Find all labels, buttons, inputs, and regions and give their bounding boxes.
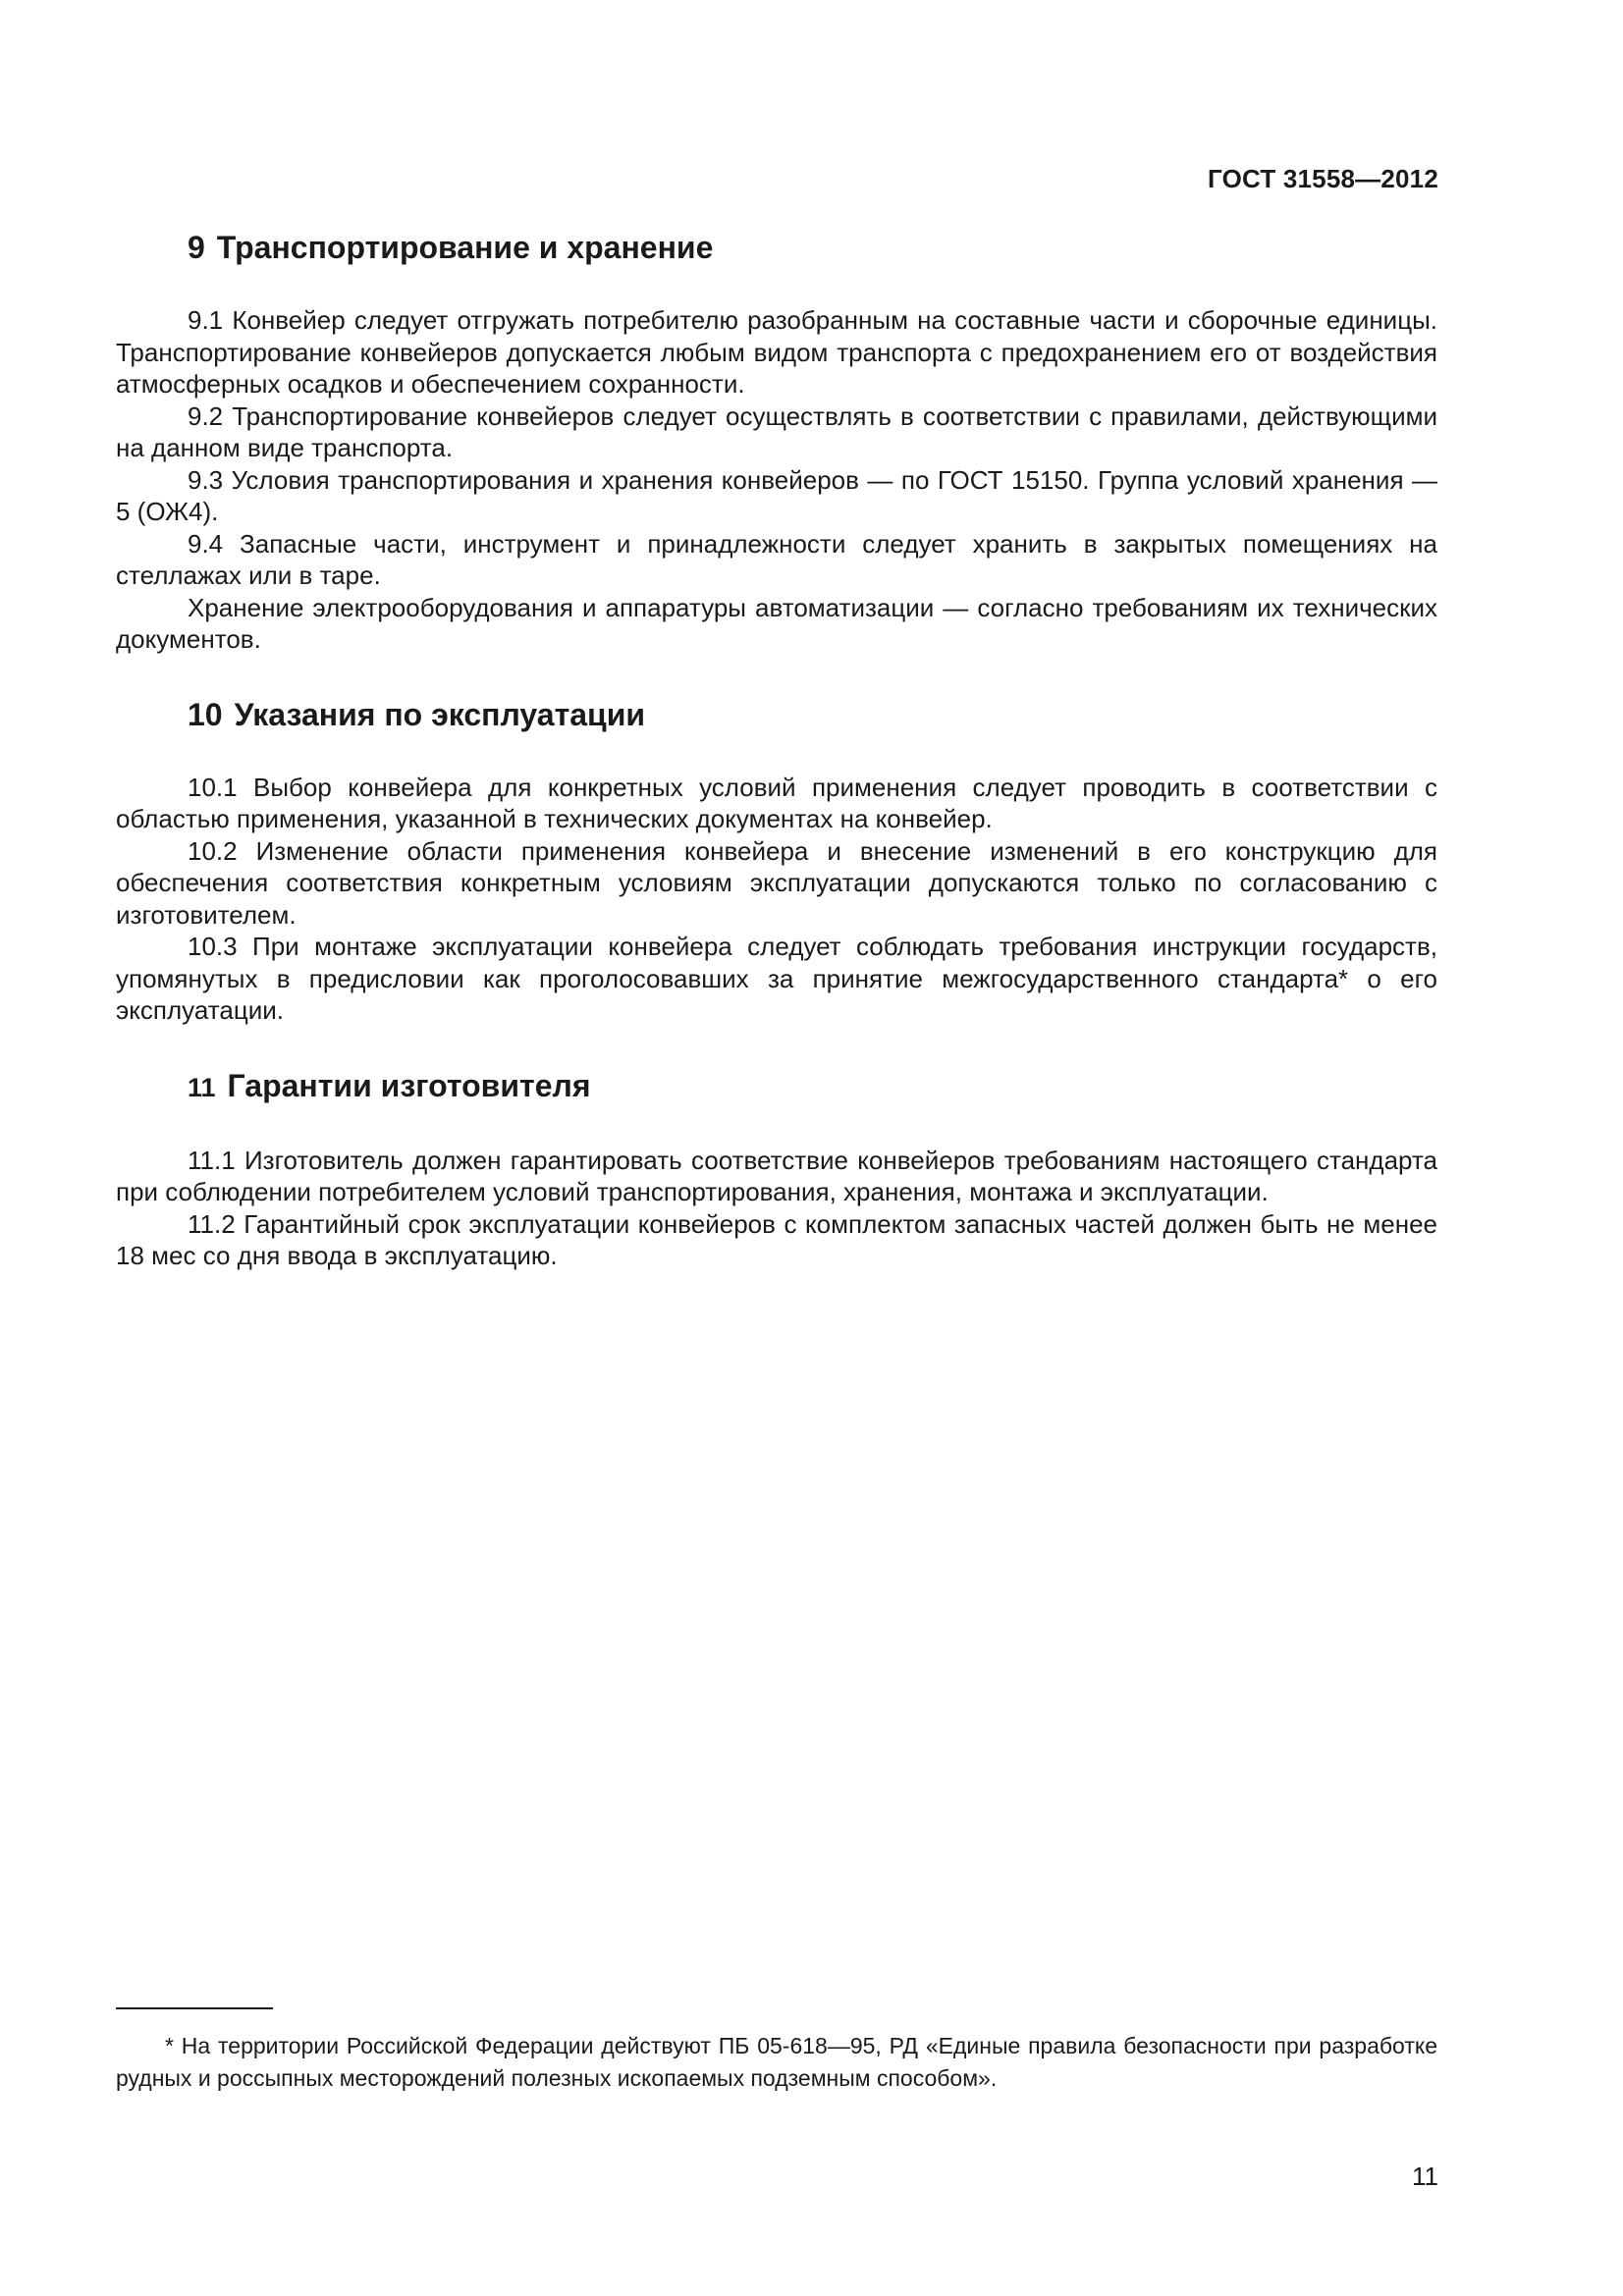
document-body <box>116 228 1437 1311</box>
paragraph-9-3: 9.3 Условия транспортирования и хранения конвейеров — по ГОСТ 15150. Группа условий хранения — 5 (ОЖ4). <box>116 464 1437 526</box>
section-11 <box>116 1066 1437 1272</box>
paragraph-9-2: 9.2 Транспортирование конвейеров следует осуществлять в соответствии с правилами, действующими на данном виде транспорта. <box>116 400 1437 462</box>
section-heading <box>188 1066 1437 1107</box>
section-heading <box>188 228 1437 267</box>
section-heading <box>188 695 1437 734</box>
paragraph-10-3: 10.3 При монтаже эксплуатации конвейера следует соблюдать требования инструкции государств, упомянутых в предисловии как проголосовавших за принятие межгосударственного стандарта* о его эксплуатации. <box>116 932 1437 1025</box>
paragraph-9-1: 9.1 Конвейер следует отгружать потребителю разобранным на составные части и сборочные единицы. Транспортирование конвейеров допускается любым видом транспорта с предохранением его от воздействия атмосферных осадков и обеспечением сохранности. <box>116 305 1437 399</box>
paragraph-10-2: 10.2 Изменение области применения конвейера и внесение изменений в его конструкцию для обеспечения соответствия конкретным условиям эксплуатации допускаются только по согласованию с изготовителем. <box>116 835 1437 930</box>
section-title: Указания по эксплуатации <box>234 696 646 732</box>
page-number: 11 <box>1412 2162 1438 2191</box>
document-code: ГОСТ 31558—2012 <box>1208 164 1438 193</box>
section-title: Транспортирование и хранение <box>216 230 714 265</box>
paragraph-11-2: 11.2 Гарантийный срок эксплуатации конвейеров с комплектом запасных частей должен быть не менее 18 мес со дня ввода в эксплуатацию. <box>116 1208 1437 1270</box>
section-10 <box>116 695 1437 1027</box>
section-number: 10 <box>188 696 223 732</box>
paragraph-10-1: 10.1 Выбор конвейера для конкретных условий применения следует проводить в соответствии с областью применения, указанной в технических документах на конвейер. <box>116 772 1437 833</box>
footnote-divider <box>116 2007 273 2009</box>
section-9 <box>116 228 1437 656</box>
section-number: 9 <box>188 230 205 265</box>
paragraph-11-1: 11.1 Изготовитель должен гарантировать соответствие конвейеров требованиям настоящего стандарта при соблюдении потребителем условий транспортирования, хранения, монтажа и эксплуатации. <box>116 1145 1437 1206</box>
section-number: 11 <box>188 1072 216 1102</box>
paragraph-9-4: 9.4 Запасные части, инструмент и принадлежности следует хранить в закрытых помещениях на стеллажах или в таре. <box>116 528 1437 590</box>
paragraph-9-4-cont: Хранение электрооборудования и аппаратуры автоматизации — согласно требованиям их технических документов. <box>116 592 1437 654</box>
section-title: Гарантии изготовителя <box>227 1067 591 1103</box>
footnote: * На территории Российской Федерации действуют ПБ 05-618—95, РД «Единые правила безопасности при разработке рудных и россыпных месторождений полезных ископаемых подземным способом». <box>116 2033 1437 2091</box>
